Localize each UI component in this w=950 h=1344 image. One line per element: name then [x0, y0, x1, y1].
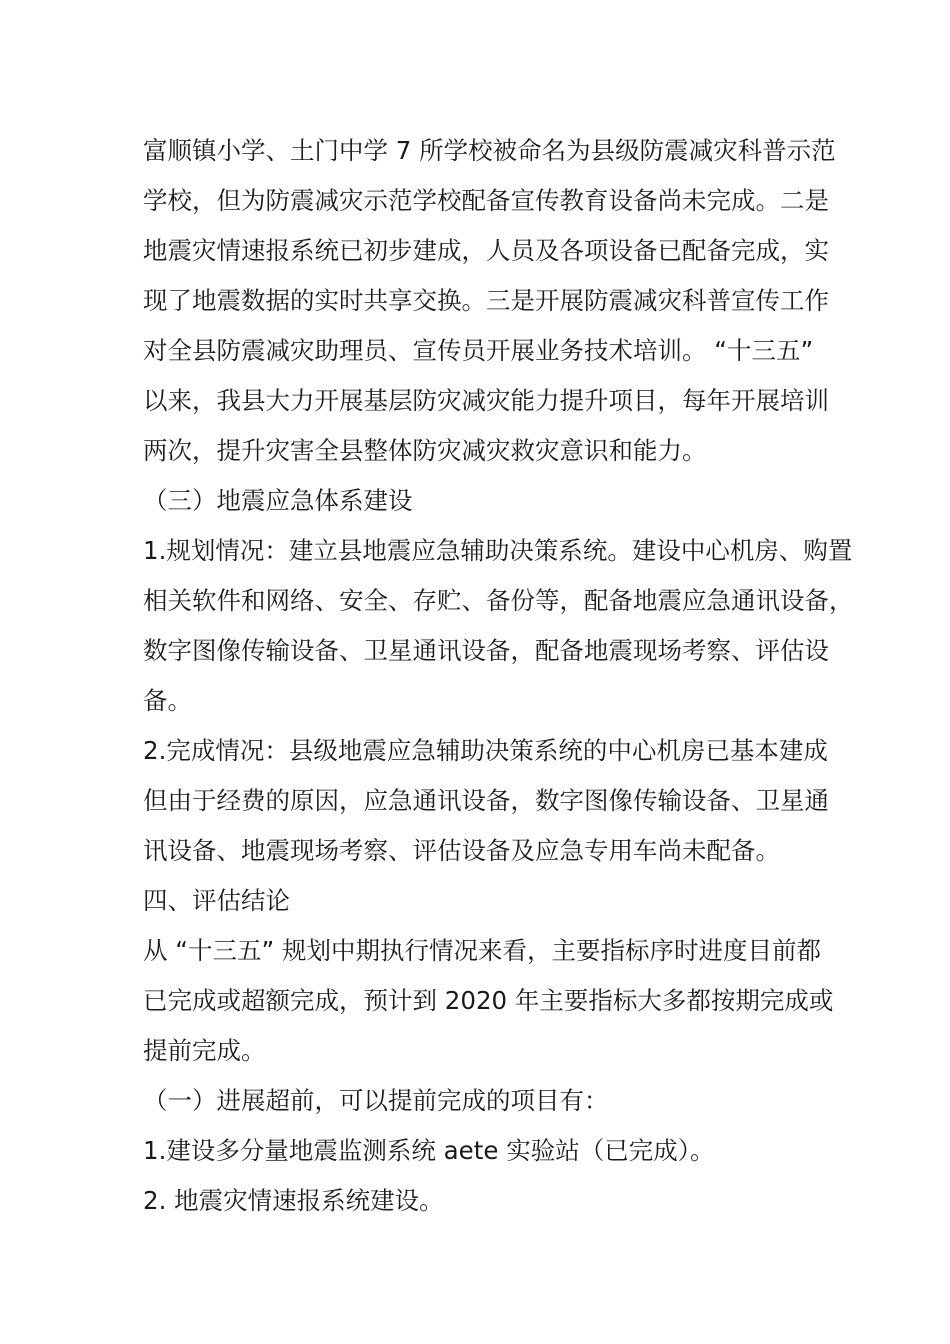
paragraph-line: 已完成或超额完成，预计到 2020 年主要指标大多都按期完成或: [143, 986, 834, 1015]
paragraph-line: 以来，我县大力开展基层防灾减灾能力提升项目，每年开展培训: [143, 386, 829, 415]
paragraph-line: 富顺镇小学、土门中学 7 所学校被命名为县级防震减灾科普示范: [143, 136, 836, 165]
list-item: 1.建设多分量地震监测系统 aete 实验站（已完成）。: [143, 1136, 715, 1165]
paragraph-line: 从 “十三五” 规划中期执行情况来看，主要指标序时进度目前都: [143, 936, 821, 965]
list-item: 2. 地震灾情速报系统建设。: [143, 1186, 444, 1215]
paragraph-line: 现了地震数据的实时共享交换。三是开展防震减灾科普宣传工作: [143, 286, 829, 315]
section-heading: （三）地震应急体系建设: [143, 486, 413, 515]
paragraph-line: 但由于经费的原因，应急通讯设备，数字图像传输设备、卫星通: [143, 786, 829, 815]
paragraph-line: 对全县防震减灾助理员、宣传员开展业务技术培训。 “十三五”: [143, 336, 814, 365]
section-heading: 四、评估结论: [143, 886, 290, 915]
paragraph-line: 学校，但为防震减灾示范学校配备宣传教育设备尚未完成。二是: [143, 186, 829, 215]
paragraph-line: 讯设备、地震现场考察、评估设备及应急专用车尚未配备。: [143, 836, 780, 865]
paragraph-line: 2.完成情况：县级地震应急辅助决策系统的中心机房已基本建成: [143, 736, 828, 765]
paragraph-line: 地震灾情速报系统已初步建成，人员及各项设备已配备完成，实: [143, 236, 829, 265]
paragraph-line: 相关软件和网络、安全、存贮、备份等，配备地震应急通讯设备，: [143, 586, 854, 615]
paragraph-line: 两次，提升灾害全县整体防灾减灾救灾意识和能力。: [143, 436, 707, 465]
paragraph-line: 数字图像传输设备、卫星通讯设备，配备地震现场考察、评估设: [143, 636, 829, 665]
paragraph-line: 1.规划情况：建立县地震应急辅助决策系统。建设中心机房、购置: [143, 536, 853, 565]
section-heading: （一）进展超前，可以提前完成的项目有：: [143, 1086, 609, 1115]
paragraph-line: 备。: [143, 686, 192, 715]
paragraph-line: 提前完成。: [143, 1036, 266, 1065]
